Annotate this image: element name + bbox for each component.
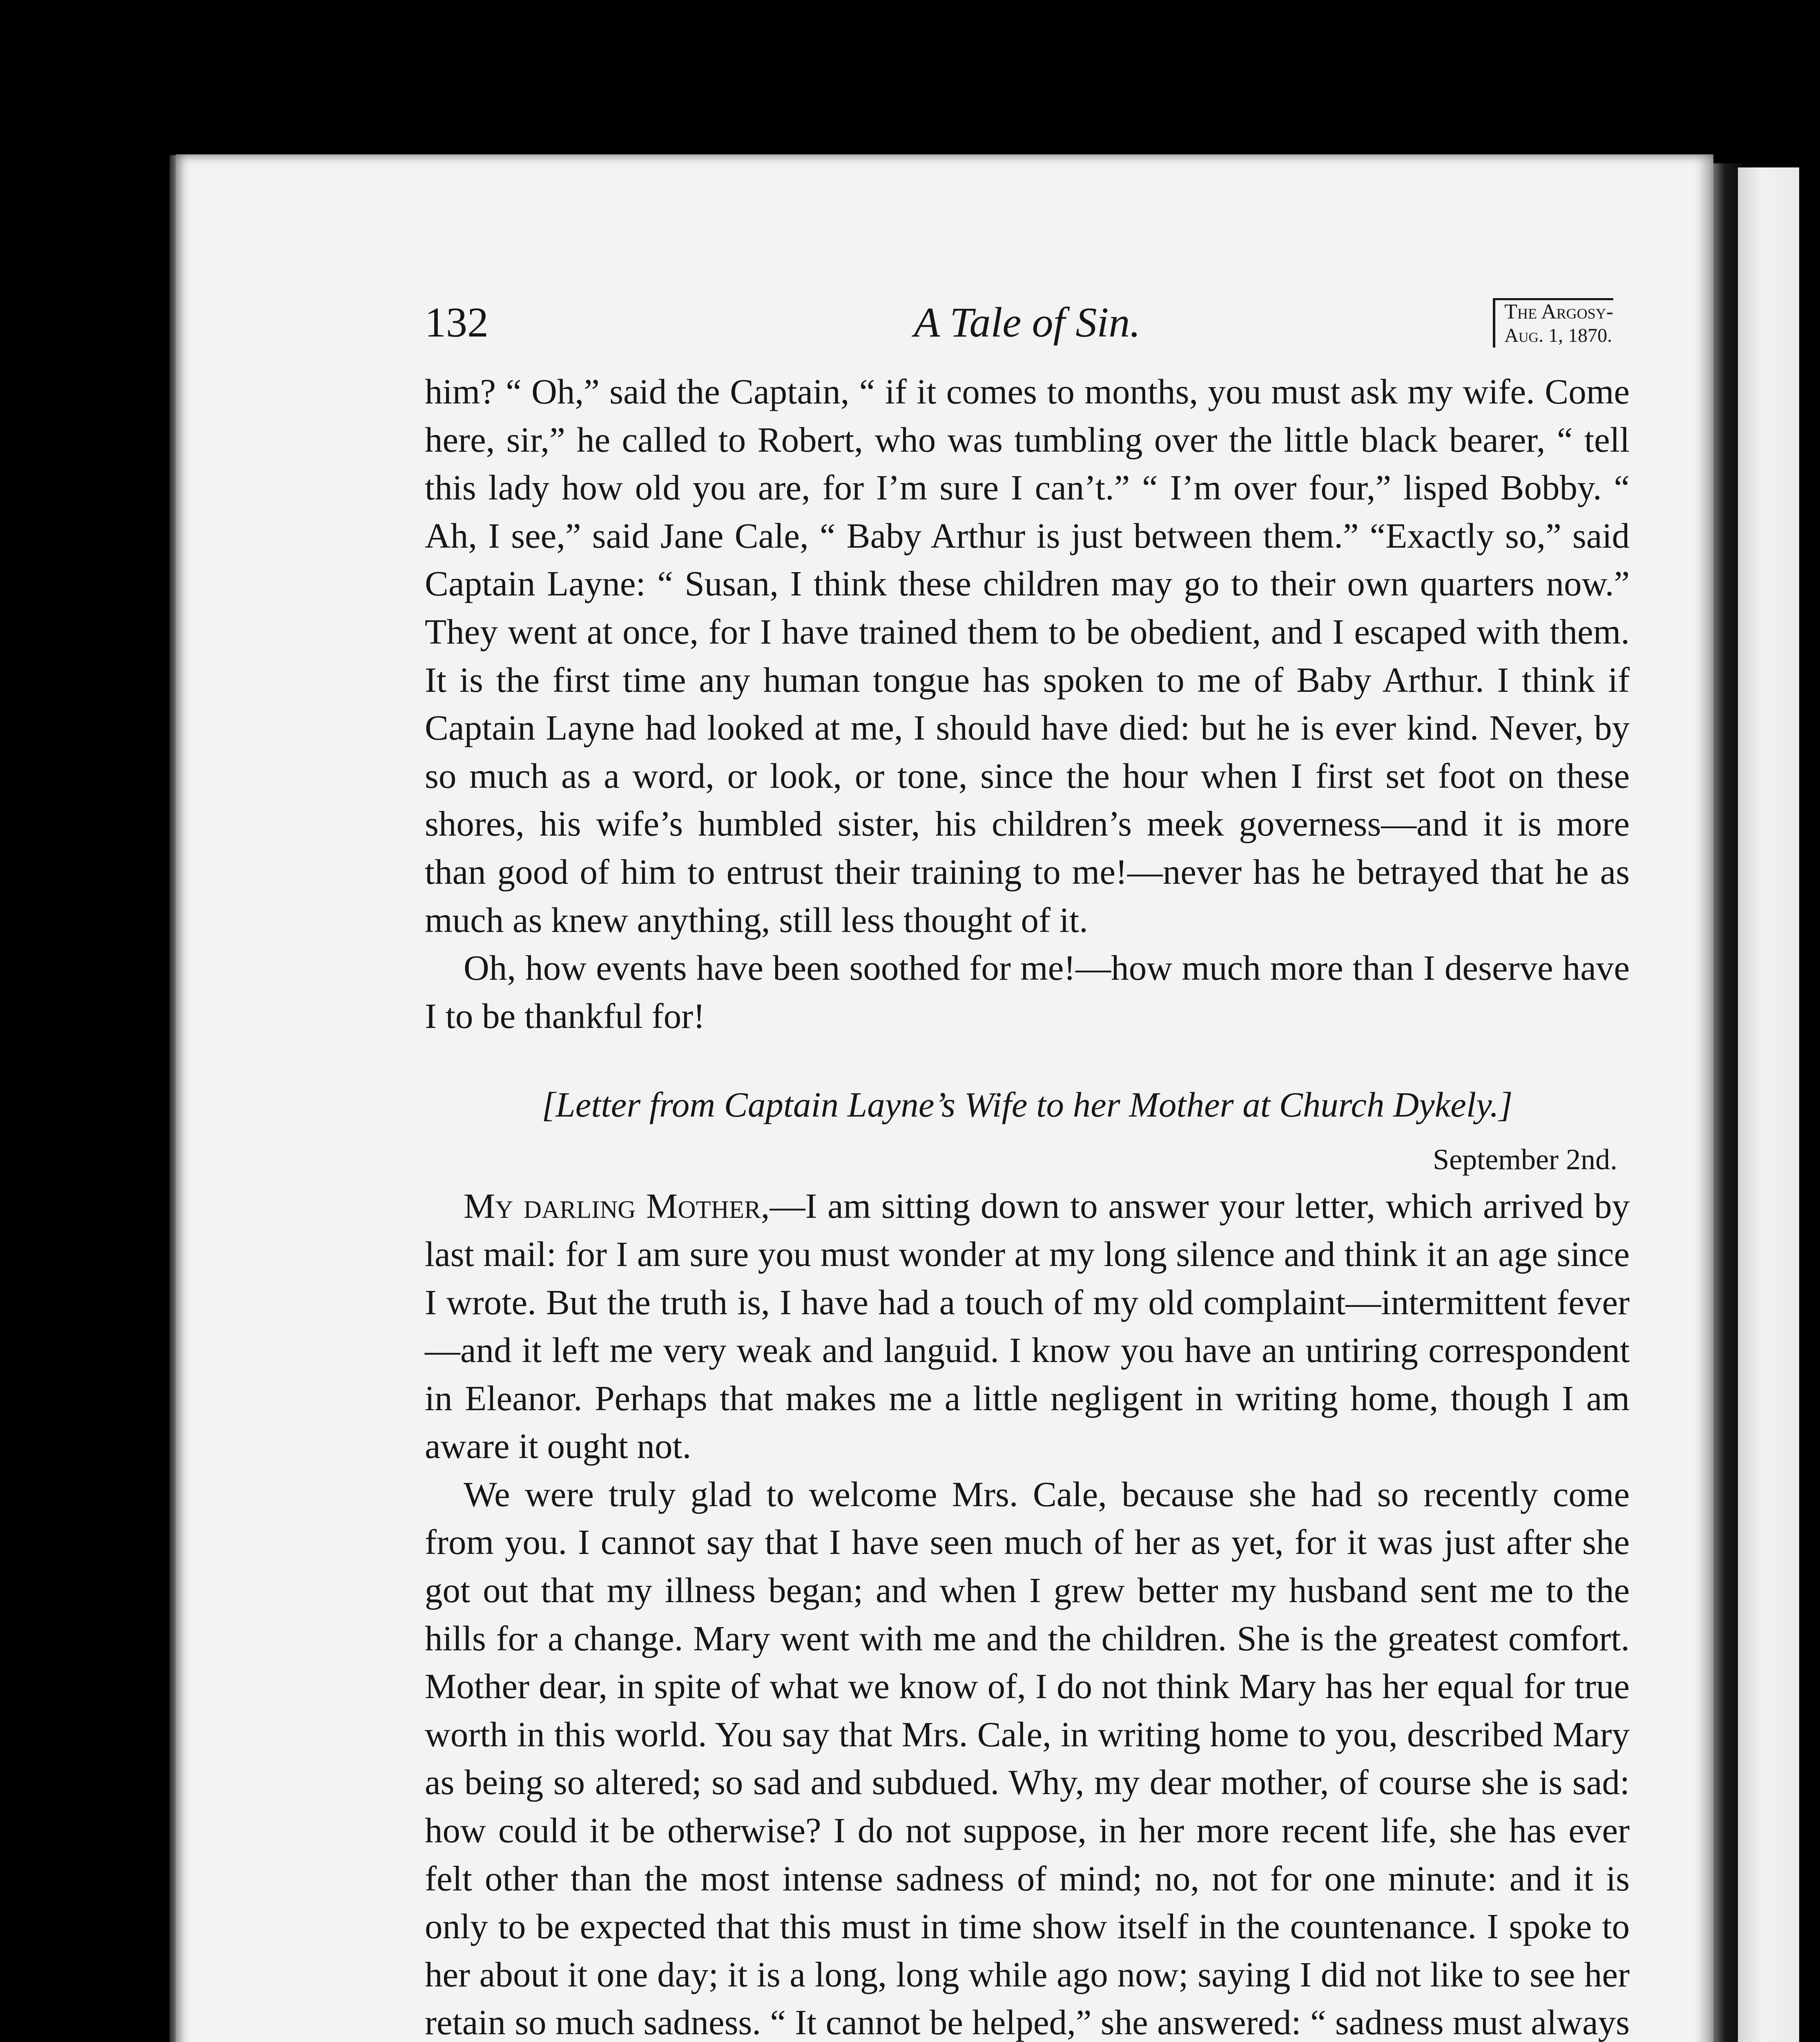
letter-paragraph-1: [425, 1182, 1630, 1470]
salutation: My darling Mother,: [464, 1186, 770, 1226]
letter-paragraph-1-text: —I am sitting down to answer your letter, which arrived by last mail: for I am sure you must wonder at my long silence and think it an age since I wrote. But the truth is, I have had a touch of my old complaint—intermittent fever—and it left me very weak and languid. I know you have an untiring correspondent in Eleanor. Perhaps that makes me a little negligent in writing home, though I am aware it ought not.: [425, 1186, 1630, 1466]
letter-paragraph-2: We were truly glad to welcome Mrs. Cale, because she had so recently come from you. I cannot say that I have seen much of her as yet, for it was just after she got out that my illness began; and when I grew better my husband sent me to the hills for a change. Mary went with me and the children. She is the greatest comfort. Mother dear, in spite of what we know of, I do not think Mary has her equal for true worth in this world. You say that Mrs. Cale, in writing home to you, described Mary as being so altered; so sad and subdued. Why, my dear mother, of course she is sad: how could it be otherwise? I do not suppose, in her more recent life, she has ever felt other than the most intense sadness of mind; no, not for one minute: and it is only to be expected that this must in time show itself in the countenance. I spoke to her about it one day; it is a long, long while ago now; saying I did not like to see her retain so much sadness. “ It cannot be helped,” she answered: “ sadness must always: [425, 1474, 1630, 2042]
journal-date: Aug. 1, 1870.: [1504, 325, 1612, 346]
journal-bracket: [1493, 298, 1613, 348]
journal-name: The Argosy-: [1504, 300, 1613, 323]
letter-date: September 2nd.: [1433, 1143, 1617, 1176]
paragraph-2: Oh, how events have been soothed for me!—how much more than I deserve have I to be thankful for!: [425, 948, 1630, 1036]
page-header: [425, 298, 1630, 359]
page-number: 132: [425, 299, 488, 346]
facing-page-edge: [1738, 167, 1799, 2042]
letter-heading: [Letter from Captain Layne’s Wife to her Mother at Church Dykely.]: [542, 1085, 1513, 1125]
body-text: [425, 368, 1630, 2042]
paragraph-1: him? “ Oh,” said the Captain, “ if it comes to months, you must ask my wife. Come here, sir,” he called to Robert, who was tumbling over the little black bearer, “ tell this lady how old you are, for I’m sure I can’t.” “ I’m over four,” lisped Bobby. “ Ah, I see,” said Jane Cale, “ Baby Arthur is just between them.” “Exactly so,” said Captain Layne: “ Susan, I think these children may go to their own quarters now.” They went at once, for I have trained them to be obedient, and I escaped with them. It is the first time any human tongue has spoken to me of Baby Arthur. I think if Captain Layne had looked at me, I should have died: but he is ever kind. Never, by so much as a word, or look, or tone, since the hour when I first set foot on these shores, his wife’s humbled sister, his children’s meek governess—and it is more than good of him to entrust their training to me!—never has he betrayed that he as much as knew anything, still less thought of it.: [425, 372, 1630, 940]
running-title: A Tale of Sin.: [914, 299, 1141, 346]
